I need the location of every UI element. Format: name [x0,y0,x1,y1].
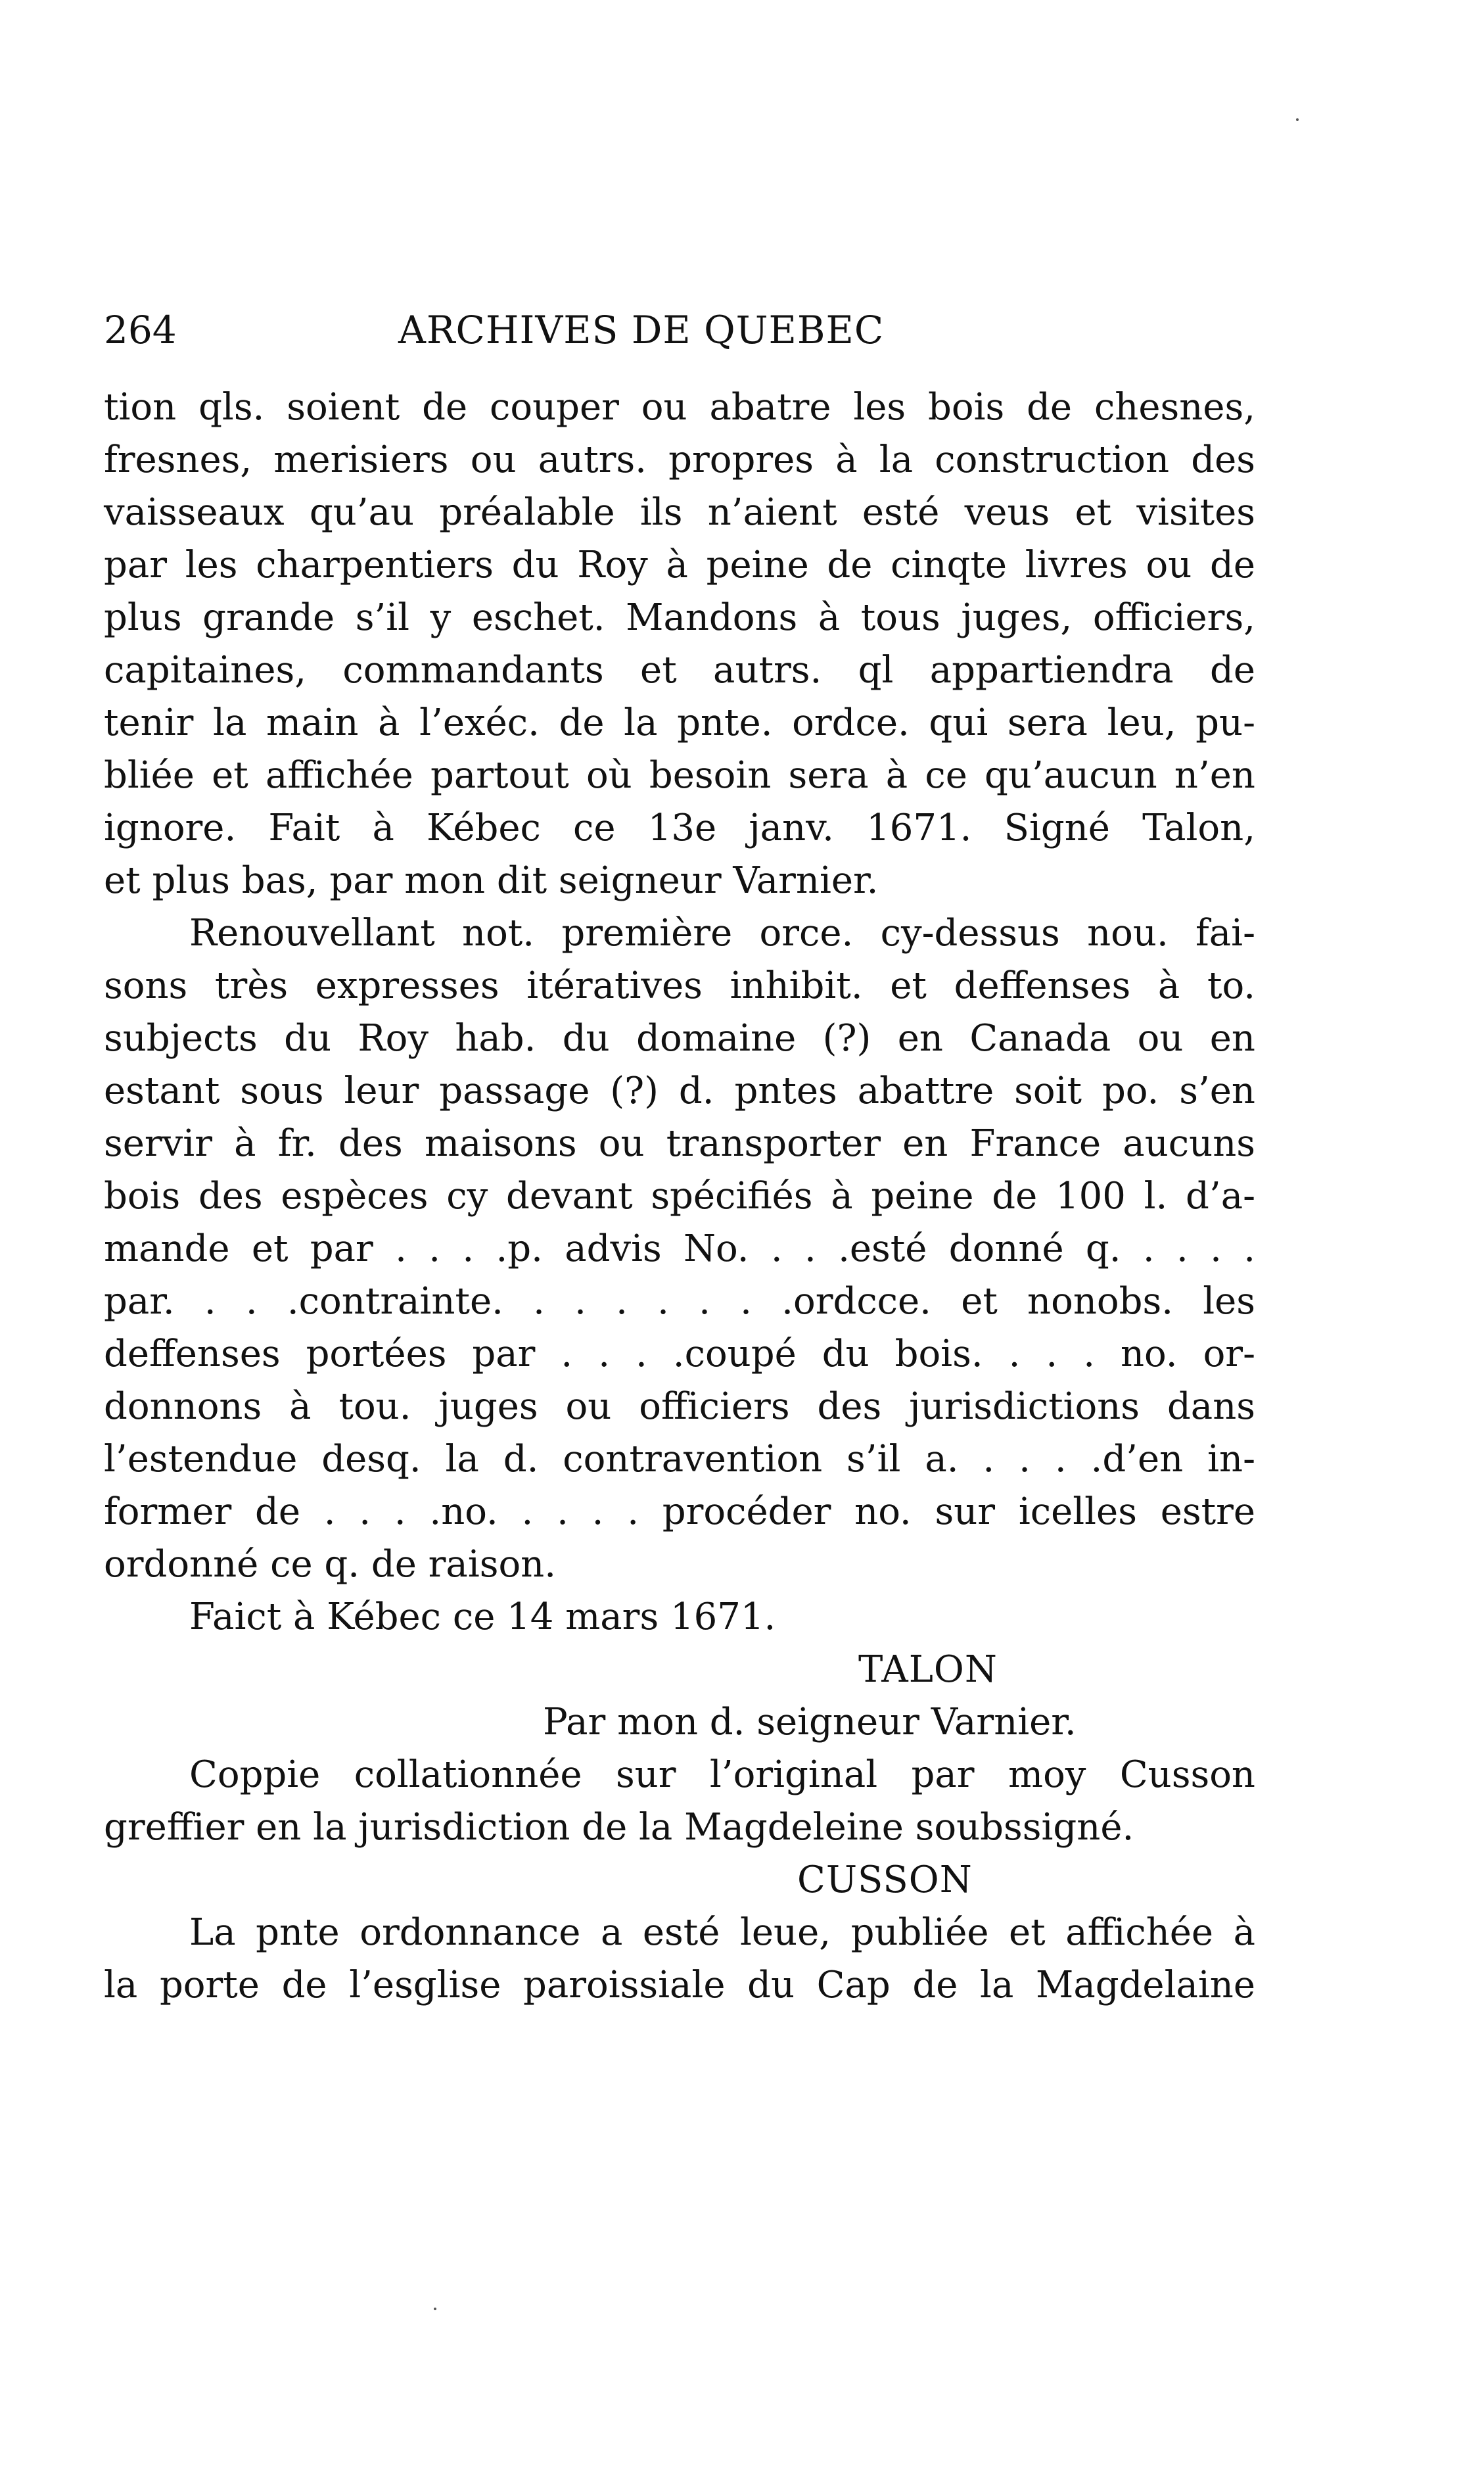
text-line: plus grande s’il y eschet. Mandons à tous juges, officiers, [104,596,1255,639]
body-text [104,381,1255,2012]
text-line: vaisseaux qu’au préalable ils n’aient esté veus et visites [104,491,1255,534]
text-line: bois des espèces cy devant spécifiés à peine de 100 l. d’a- [104,1175,1255,1218]
text-line: capitaines, commandants et autrs. ql appartiendra de [104,649,1255,692]
signature-talon: TALON [858,1648,998,1691]
text-line: la porte de l’esglise paroissiale du Cap de la Magdelaine [104,1964,1255,2006]
text-line: sons très expresses itératives inhibit. et deffenses à to. [104,964,1255,1007]
text-line: estant sous leur passage (?) d. pntes abattre soit po. s’en [104,1070,1255,1112]
text-line: l’estendue desq. la d. contravention s’il a. . . . .d’en in- [104,1438,1255,1481]
text-line: fresnes, merisiers ou autrs. propres à la construction des [104,439,1255,481]
running-head: ARCHIVES DE QUEBEC [398,308,885,352]
text-line: et plus bas, par mon dit seigneur Varnier. [104,859,879,902]
text-line: par. . . .contrainte. . . . . . . .ordcce. et nonobs. les [104,1280,1255,1323]
text-line: Renouvellant not. première orce. cy-dessus nou. fai- [189,912,1255,955]
date-line: Faict à Kébec ce 14 mars 1671. [189,1596,776,1638]
page-number: 264 [104,308,177,352]
text-line: tion qls. soient de couper ou abatre les bois de chesnes, [104,386,1255,429]
text-line: tenir la main à l’exéc. de la pnte. ordce. qui sera leu, pu- [104,701,1255,744]
scan-speck [1296,118,1299,121]
text-line: former de . . . .no. . . . . procéder no. sur icelles estre [104,1490,1255,1533]
text-line: ordonné ce q. de raison. [104,1543,557,1586]
text-line: subjects du Roy hab. du domaine (?) en Canada ou en [104,1017,1255,1060]
text-line: La pnte ordonnance a esté leue, publiée et affichée à [189,1911,1255,1954]
text-line: ignore. Fait à Kébec ce 13e janv. 1671. Signé Talon, [104,807,1255,849]
scan-speck [434,2308,436,2310]
text-line: mande et par . . . .p. advis No. . . .esté donné q. . . . . [104,1227,1255,1270]
countersignature: Par mon d. seigneur Varnier. [543,1701,1077,1744]
signature-cusson: CUSSON [797,1859,973,1901]
text-line: Coppie collationnée sur l’original par moy Cusson [189,1753,1255,1796]
text-line: donnons à tou. juges ou officiers des jurisdictions dans [104,1385,1255,1428]
page-header [104,304,969,356]
text-line: par les charpentiers du Roy à peine de cinqte livres ou de [104,544,1255,586]
text-line: greffier en la jurisdiction de la Magdeleine soubssigné. [104,1806,1134,1849]
text-line: bliée et affichée partout où besoin sera à ce qu’aucun n’en [104,754,1255,797]
text-line: servir à fr. des maisons ou transporter en France aucuns [104,1122,1255,1165]
text-line: deffenses portées par . . . .coupé du bois. . . . no. or- [104,1333,1255,1375]
